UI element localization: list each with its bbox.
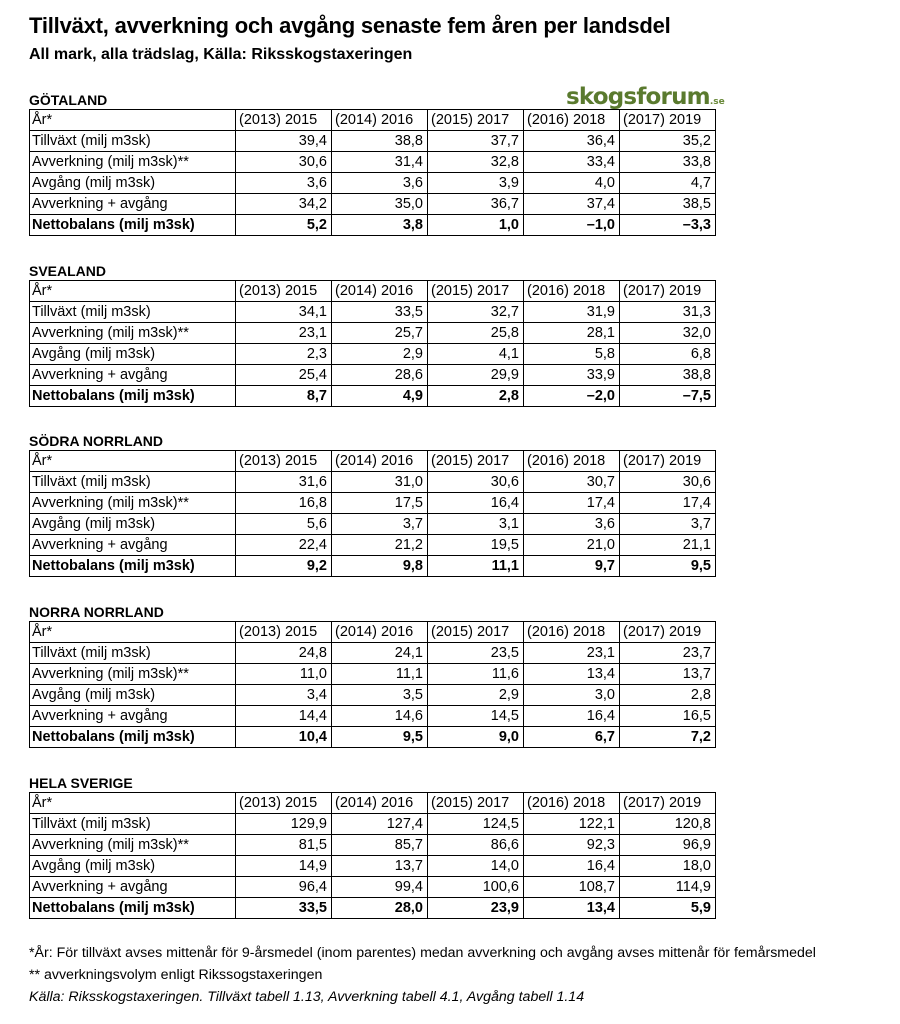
year-header-cell: (2013) 2015 — [236, 281, 332, 302]
header-label-cell: År* — [30, 281, 236, 302]
year-header-cell: (2017) 2019 — [620, 451, 716, 472]
year-header-cell: (2015) 2017 — [428, 622, 524, 643]
region-table — [29, 621, 716, 748]
value-cell: 2,9 — [332, 344, 428, 365]
table-row — [30, 556, 716, 577]
value-cell: 96,4 — [236, 877, 332, 898]
value-cell: 4,0 — [524, 173, 620, 194]
page-title: Tillväxt, avverkning och avgång senaste fem åren per landsdel — [29, 13, 671, 38]
region-title: GÖTALAND — [29, 92, 108, 108]
value-cell: 37,7 — [428, 131, 524, 152]
region-title: HELA SVERIGE — [29, 775, 133, 791]
value-cell: 33,5 — [236, 898, 332, 919]
value-cell: 30,6 — [236, 152, 332, 173]
value-cell: 31,0 — [332, 472, 428, 493]
value-cell: 28,0 — [332, 898, 428, 919]
year-header-cell: (2014) 2016 — [332, 622, 428, 643]
value-cell: 32,0 — [620, 323, 716, 344]
year-header-cell: (2014) 2016 — [332, 793, 428, 814]
value-cell: 6,7 — [524, 727, 620, 748]
value-cell: 8,7 — [236, 386, 332, 407]
table-row — [30, 386, 716, 407]
value-cell: 21,1 — [620, 535, 716, 556]
value-cell: 22,4 — [236, 535, 332, 556]
region-table — [29, 450, 716, 577]
value-cell: 35,0 — [332, 194, 428, 215]
row-label-cell: Nettobalans (milj m3sk) — [30, 386, 236, 407]
region-title: SVEALAND — [29, 263, 107, 279]
value-cell: 11,0 — [236, 664, 332, 685]
value-cell: 23,9 — [428, 898, 524, 919]
year-header-cell: (2015) 2017 — [428, 793, 524, 814]
row-label-cell: Avgång (milj m3sk) — [30, 856, 236, 877]
row-label-cell: Avverkning (milj m3sk)** — [30, 664, 236, 685]
table-row — [30, 173, 716, 194]
row-label-cell: Avgång (milj m3sk) — [30, 514, 236, 535]
value-cell: 9,2 — [236, 556, 332, 577]
table-row — [30, 685, 716, 706]
value-cell: 30,6 — [428, 472, 524, 493]
value-cell: 2,9 — [428, 685, 524, 706]
value-cell: 11,6 — [428, 664, 524, 685]
value-cell: 96,9 — [620, 835, 716, 856]
row-label-cell: Avverkning + avgång — [30, 877, 236, 898]
value-cell: 3,5 — [332, 685, 428, 706]
value-cell: 31,6 — [236, 472, 332, 493]
logo-suffix: .se — [709, 97, 725, 107]
value-cell: 21,0 — [524, 535, 620, 556]
year-header-cell: (2015) 2017 — [428, 451, 524, 472]
row-label-cell: Avverkning + avgång — [30, 365, 236, 386]
year-header-cell: (2016) 2018 — [524, 622, 620, 643]
value-cell: –3,3 — [620, 215, 716, 236]
value-cell: 25,4 — [236, 365, 332, 386]
value-cell: 32,7 — [428, 302, 524, 323]
value-cell: 16,5 — [620, 706, 716, 727]
value-cell: 86,6 — [428, 835, 524, 856]
year-header-cell: (2013) 2015 — [236, 451, 332, 472]
value-cell: 11,1 — [332, 664, 428, 685]
value-cell: 10,4 — [236, 727, 332, 748]
table-row — [30, 898, 716, 919]
value-cell: 38,8 — [332, 131, 428, 152]
year-header-cell: (2016) 2018 — [524, 793, 620, 814]
value-cell: 38,8 — [620, 365, 716, 386]
logo-text: skogsforum — [566, 84, 710, 110]
value-cell: 14,6 — [332, 706, 428, 727]
value-cell: 23,5 — [428, 643, 524, 664]
value-cell: 9,5 — [620, 556, 716, 577]
region-section — [29, 604, 716, 748]
value-cell: 14,4 — [236, 706, 332, 727]
table-row — [30, 664, 716, 685]
value-cell: 14,9 — [236, 856, 332, 877]
value-cell: 25,8 — [428, 323, 524, 344]
value-cell: 33,5 — [332, 302, 428, 323]
row-label-cell: Avverkning (milj m3sk)** — [30, 323, 236, 344]
footnote-year-definition: *År: För tillväxt avses mittenår för 9-årsmedel (inom parentes) medan avverkning och avgång avses mittenår för femårsmedel — [29, 945, 816, 961]
value-cell: 99,4 — [332, 877, 428, 898]
value-cell: 30,6 — [620, 472, 716, 493]
value-cell: 14,0 — [428, 856, 524, 877]
value-cell: 29,9 — [428, 365, 524, 386]
value-cell: 3,7 — [620, 514, 716, 535]
region-section — [29, 263, 716, 407]
value-cell: 28,6 — [332, 365, 428, 386]
value-cell: 5,8 — [524, 344, 620, 365]
value-cell: 16,4 — [524, 706, 620, 727]
value-cell: 23,7 — [620, 643, 716, 664]
region-section — [29, 92, 716, 236]
value-cell: 38,5 — [620, 194, 716, 215]
value-cell: 129,9 — [236, 814, 332, 835]
table-row — [30, 152, 716, 173]
value-cell: 21,2 — [332, 535, 428, 556]
value-cell: 39,4 — [236, 131, 332, 152]
table-row — [30, 856, 716, 877]
value-cell: 11,1 — [428, 556, 524, 577]
table-header-row — [30, 793, 716, 814]
value-cell: 37,4 — [524, 194, 620, 215]
table-row — [30, 194, 716, 215]
value-cell: 3,8 — [332, 215, 428, 236]
table-row — [30, 472, 716, 493]
table-row — [30, 365, 716, 386]
table-row — [30, 302, 716, 323]
row-label-cell: Avverkning (milj m3sk)** — [30, 493, 236, 514]
value-cell: 13,4 — [524, 898, 620, 919]
value-cell: 124,5 — [428, 814, 524, 835]
row-label-cell: Nettobalans (milj m3sk) — [30, 727, 236, 748]
row-label-cell: Tillväxt (milj m3sk) — [30, 814, 236, 835]
row-label-cell: Avgång (milj m3sk) — [30, 173, 236, 194]
value-cell: 18,0 — [620, 856, 716, 877]
value-cell: –1,0 — [524, 215, 620, 236]
value-cell: 13,7 — [620, 664, 716, 685]
header-label-cell: År* — [30, 110, 236, 131]
header-label-cell: År* — [30, 622, 236, 643]
table-header-row — [30, 451, 716, 472]
value-cell: 33,9 — [524, 365, 620, 386]
year-header-cell: (2014) 2016 — [332, 281, 428, 302]
value-cell: 31,9 — [524, 302, 620, 323]
table-row — [30, 706, 716, 727]
value-cell: 85,7 — [332, 835, 428, 856]
value-cell: 32,8 — [428, 152, 524, 173]
year-header-cell: (2016) 2018 — [524, 451, 620, 472]
year-header-cell: (2016) 2018 — [524, 281, 620, 302]
table-row — [30, 215, 716, 236]
value-cell: 16,4 — [428, 493, 524, 514]
value-cell: 17,4 — [524, 493, 620, 514]
value-cell: 19,5 — [428, 535, 524, 556]
value-cell: 36,4 — [524, 131, 620, 152]
value-cell: 24,1 — [332, 643, 428, 664]
value-cell: 36,7 — [428, 194, 524, 215]
region-section — [29, 775, 716, 919]
table-row — [30, 814, 716, 835]
value-cell: 6,8 — [620, 344, 716, 365]
value-cell: 35,2 — [620, 131, 716, 152]
value-cell: 9,0 — [428, 727, 524, 748]
value-cell: 127,4 — [332, 814, 428, 835]
value-cell: 34,2 — [236, 194, 332, 215]
row-label-cell: Avverkning + avgång — [30, 706, 236, 727]
table-row — [30, 877, 716, 898]
value-cell: 5,6 — [236, 514, 332, 535]
value-cell: 3,6 — [236, 173, 332, 194]
year-header-cell: (2017) 2019 — [620, 110, 716, 131]
year-header-cell: (2013) 2015 — [236, 793, 332, 814]
value-cell: 34,1 — [236, 302, 332, 323]
region-table — [29, 280, 716, 407]
value-cell: 31,4 — [332, 152, 428, 173]
value-cell: 108,7 — [524, 877, 620, 898]
year-header-cell: (2014) 2016 — [332, 451, 428, 472]
year-header-cell: (2015) 2017 — [428, 281, 524, 302]
year-header-cell: (2013) 2015 — [236, 110, 332, 131]
value-cell: 16,8 — [236, 493, 332, 514]
value-cell: 3,1 — [428, 514, 524, 535]
value-cell: 9,5 — [332, 727, 428, 748]
value-cell: 120,8 — [620, 814, 716, 835]
header-label-cell: År* — [30, 793, 236, 814]
year-header-cell: (2013) 2015 — [236, 622, 332, 643]
value-cell: 13,4 — [524, 664, 620, 685]
footnotes — [29, 942, 816, 1008]
value-cell: 3,6 — [332, 173, 428, 194]
value-cell: 25,7 — [332, 323, 428, 344]
value-cell: 92,3 — [524, 835, 620, 856]
value-cell: 31,3 — [620, 302, 716, 323]
page-subtitle: All mark, alla trädslag, Källa: Riksskogstaxeringen — [29, 46, 413, 63]
row-label-cell: Avgång (milj m3sk) — [30, 685, 236, 706]
value-cell: 30,7 — [524, 472, 620, 493]
row-label-cell: Avverkning + avgång — [30, 535, 236, 556]
table-row — [30, 131, 716, 152]
value-cell: 33,8 — [620, 152, 716, 173]
row-label-cell: Tillväxt (milj m3sk) — [30, 472, 236, 493]
row-label-cell: Nettobalans (milj m3sk) — [30, 556, 236, 577]
row-label-cell: Avverkning (milj m3sk)** — [30, 152, 236, 173]
value-cell: 3,0 — [524, 685, 620, 706]
table-row — [30, 493, 716, 514]
year-header-cell: (2015) 2017 — [428, 110, 524, 131]
year-header-cell: (2017) 2019 — [620, 622, 716, 643]
table-header-row — [30, 622, 716, 643]
year-header-cell: (2014) 2016 — [332, 110, 428, 131]
value-cell: 100,6 — [428, 877, 524, 898]
header-label-cell: År* — [30, 451, 236, 472]
value-cell: 3,7 — [332, 514, 428, 535]
table-row — [30, 323, 716, 344]
value-cell: 23,1 — [236, 323, 332, 344]
table-header-row — [30, 281, 716, 302]
table-row — [30, 835, 716, 856]
value-cell: 4,7 — [620, 173, 716, 194]
value-cell: 33,4 — [524, 152, 620, 173]
table-row — [30, 727, 716, 748]
value-cell: 2,8 — [620, 685, 716, 706]
year-header-cell: (2017) 2019 — [620, 793, 716, 814]
table-row — [30, 514, 716, 535]
row-label-cell: Avverkning + avgång — [30, 194, 236, 215]
value-cell: 2,8 — [428, 386, 524, 407]
value-cell: 14,5 — [428, 706, 524, 727]
value-cell: 4,1 — [428, 344, 524, 365]
row-label-cell: Nettobalans (milj m3sk) — [30, 215, 236, 236]
value-cell: 122,1 — [524, 814, 620, 835]
row-label-cell: Tillväxt (milj m3sk) — [30, 643, 236, 664]
value-cell: 16,4 — [524, 856, 620, 877]
row-label-cell: Tillväxt (milj m3sk) — [30, 302, 236, 323]
row-label-cell: Nettobalans (milj m3sk) — [30, 898, 236, 919]
year-header-cell: (2017) 2019 — [620, 281, 716, 302]
value-cell: 7,2 — [620, 727, 716, 748]
region-title: SÖDRA NORRLAND — [29, 433, 164, 449]
row-label-cell: Avgång (milj m3sk) — [30, 344, 236, 365]
table-row — [30, 344, 716, 365]
value-cell: 4,9 — [332, 386, 428, 407]
value-cell: 13,7 — [332, 856, 428, 877]
value-cell: 24,8 — [236, 643, 332, 664]
region-title: NORRA NORRLAND — [29, 604, 164, 620]
row-label-cell: Avverkning (milj m3sk)** — [30, 835, 236, 856]
footnote-harvest-volume: ** avverkningsvolym enligt Rikssogstaxeringen — [29, 967, 323, 983]
table-row — [30, 643, 716, 664]
value-cell: 3,9 — [428, 173, 524, 194]
value-cell: 9,7 — [524, 556, 620, 577]
value-cell: 114,9 — [620, 877, 716, 898]
table-row — [30, 535, 716, 556]
year-header-cell: (2016) 2018 — [524, 110, 620, 131]
region-table — [29, 109, 716, 236]
value-cell: 23,1 — [524, 643, 620, 664]
value-cell: 1,0 — [428, 215, 524, 236]
value-cell: –2,0 — [524, 386, 620, 407]
region-section — [29, 433, 716, 577]
row-label-cell: Tillväxt (milj m3sk) — [30, 131, 236, 152]
value-cell: 28,1 — [524, 323, 620, 344]
value-cell: 5,9 — [620, 898, 716, 919]
value-cell: 17,5 — [332, 493, 428, 514]
value-cell: 2,3 — [236, 344, 332, 365]
value-cell: –7,5 — [620, 386, 716, 407]
source-note: Källa: Riksskogstaxeringen. Tillväxt tabell 1.13, Avverkning tabell 4.1, Avgång tabell 1.14 — [29, 989, 585, 1005]
value-cell: 81,5 — [236, 835, 332, 856]
value-cell: 3,4 — [236, 685, 332, 706]
region-table — [29, 792, 716, 919]
value-cell: 5,2 — [236, 215, 332, 236]
value-cell: 3,6 — [524, 514, 620, 535]
table-header-row — [30, 110, 716, 131]
value-cell: 17,4 — [620, 493, 716, 514]
value-cell: 9,8 — [332, 556, 428, 577]
